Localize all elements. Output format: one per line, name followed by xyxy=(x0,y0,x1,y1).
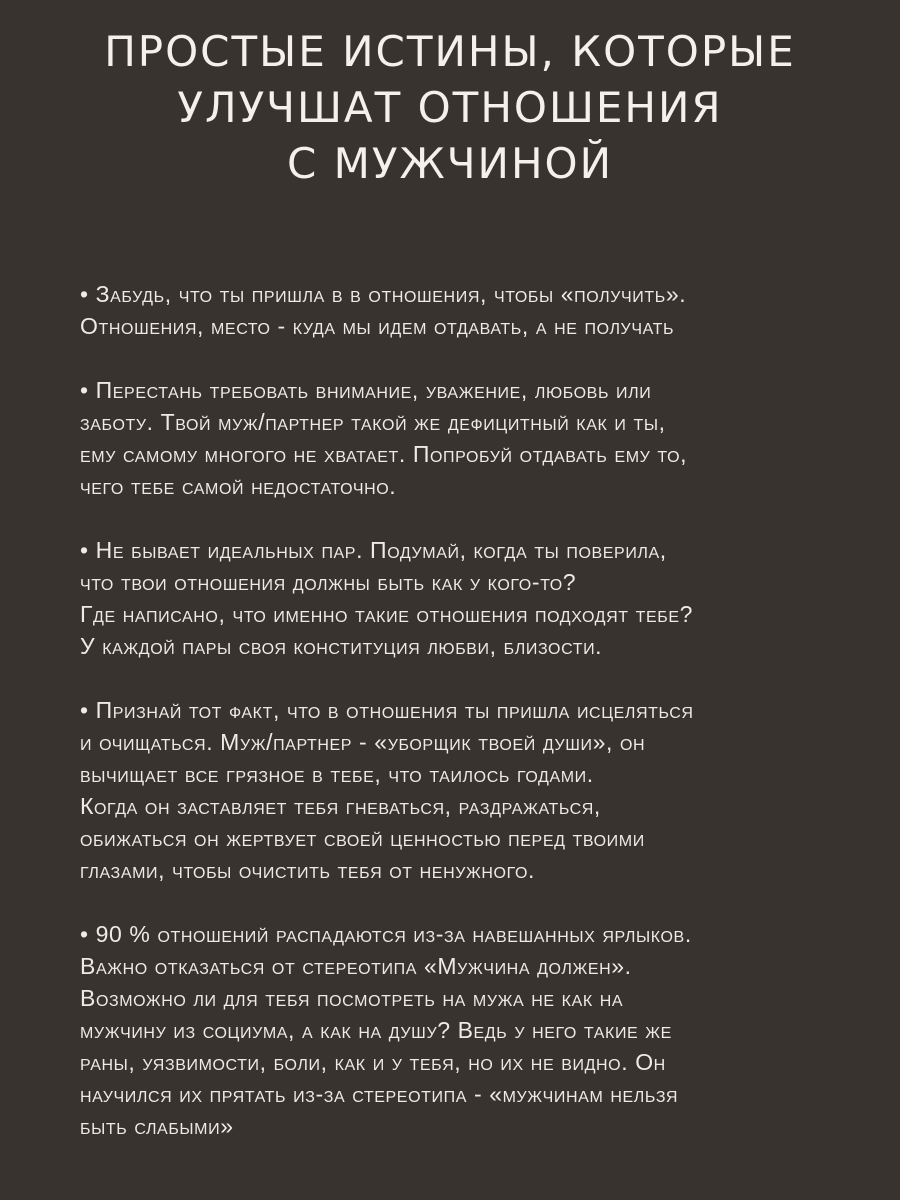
text-line: что твои отношения должны быть как у кого-то? xyxy=(80,569,577,595)
title-line: УЛУЧШАТ ОТНОШЕНИЯ xyxy=(177,83,723,132)
text-line: ему самому многого не хватает. Попробуй отдавать ему то, xyxy=(80,441,688,467)
text-line: Отношения, место - куда мы идем отдавать, а не получать xyxy=(80,313,675,339)
text-line: глазами, чтобы очистить тебя от ненужного. xyxy=(80,857,535,883)
text-line: • Не бывает идеальных пар. Подумай, когда ты поверила, xyxy=(80,537,667,563)
paragraph-healing xyxy=(80,694,820,886)
title-line: ПРОСТЫЕ ИСТИНЫ, КОТОРЫЕ xyxy=(104,27,796,76)
text-line: Важно отказаться от стереотипа «Мужчина должен». xyxy=(80,953,632,979)
text-line: • Признай тот факт, что в отношения ты пришла исцеляться xyxy=(80,697,694,723)
text-line: быть слабыми» xyxy=(80,1113,234,1139)
text-line: У каждой пары своя конституция любви, близости. xyxy=(80,633,603,659)
text-line: чего тебе самой недостаточно. xyxy=(80,473,397,499)
text-line: Когда он заставляет тебя гневаться, раздражаться, xyxy=(80,793,601,819)
text-line: Где написано, что именно такие отношения подходят тебе? xyxy=(80,601,694,627)
text-line: Возможно ли для тебя посмотреть на мужа не как на xyxy=(80,985,624,1011)
paragraph-labels xyxy=(80,918,820,1142)
text-line: мужчину из социума, а как на душу? Ведь у него такие же xyxy=(80,1017,672,1043)
text-line: • Забудь, что ты пришла в в отношения, чтобы «получить». xyxy=(80,281,687,307)
text-line: заботу. Твой муж/партнер такой же дефицитный как и ты, xyxy=(80,409,666,435)
paragraph-forget-receive xyxy=(80,278,820,342)
text-line: обижаться он жертвует своей ценностью перед твоими xyxy=(80,825,645,851)
text-line: • Перестань требовать внимание, уважение, любовь или xyxy=(80,377,652,403)
text-line: раны, уязвимости, боли, как и у тебя, но их не видно. Он xyxy=(80,1049,666,1075)
text-line: вычищает все грязное в тебе, что таилось годами. xyxy=(80,761,594,787)
text-line: и очищаться. Муж/партнер - «уборщик твоей души», он xyxy=(80,729,646,755)
text-line: • 90 % отношений распадаются из-за навешанных ярлыков. xyxy=(80,921,692,947)
paragraph-no-ideal-pairs xyxy=(80,534,820,662)
paragraph-stop-demanding xyxy=(80,374,820,502)
body-text xyxy=(80,278,820,1142)
page-title xyxy=(80,0,820,192)
title-line: С МУЖЧИНОЙ xyxy=(286,139,614,188)
text-line: научился их прятать из-за стереотипа - «мужчинам нельзя xyxy=(80,1081,679,1107)
